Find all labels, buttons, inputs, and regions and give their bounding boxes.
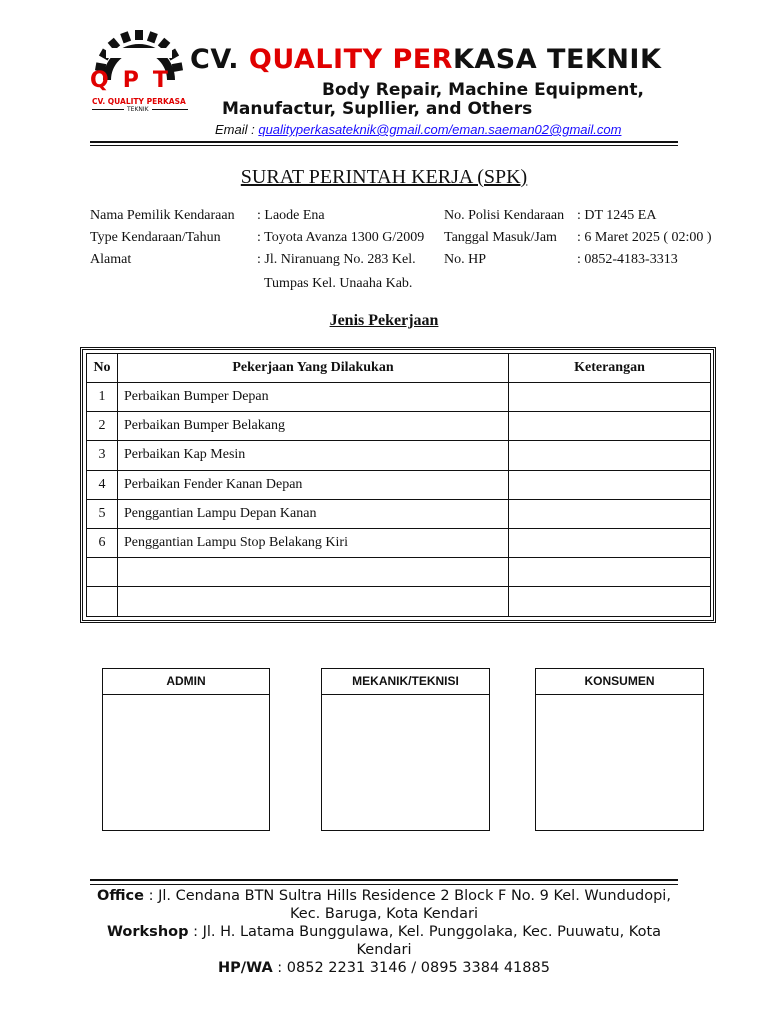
row-note[interactable] (509, 587, 711, 616)
owner-label: Nama Pemilik Kendaraan (90, 208, 235, 223)
row-number: 1 (87, 383, 118, 412)
row-job[interactable] (118, 587, 509, 616)
address-value-line2: Tumpas Kel. Unaaha Kab. (264, 276, 413, 291)
row-job: Perbaikan Fender Kanan Depan (118, 470, 509, 499)
row-note[interactable] (509, 383, 711, 412)
company-email: Email : qualityperkasateknik@gmail.com/eman.saeman02@gmail.com (215, 122, 622, 137)
row-job[interactable] (118, 558, 509, 587)
table-row (87, 528, 711, 557)
vehicle-type-value: : Toyota Avanza 1300 G/2009 (257, 230, 425, 245)
row-job: Perbaikan Kap Mesin (118, 441, 509, 470)
table-row (87, 441, 711, 470)
logo-caption: CV. QUALITY PERKASA (92, 97, 186, 106)
phone-label: No. HP (444, 252, 487, 267)
owner-value: : Laode Ena (257, 208, 325, 223)
company-name: CV. QUALITY PERKASA TEKNIK (190, 44, 662, 75)
table-row (87, 587, 711, 616)
header-rule-thick (90, 141, 678, 143)
entry-date-label: Tanggal Masuk/Jam (444, 230, 557, 245)
signature-label-admin: ADMIN (103, 669, 269, 695)
address-label: Alamat (90, 252, 132, 267)
document-title: SURAT PERINTAH KERJA (SPK) (240, 166, 528, 188)
row-number (87, 587, 118, 616)
company-logo (84, 28, 194, 120)
row-number: 2 (87, 412, 118, 441)
signature-box-customer[interactable] (535, 668, 704, 831)
plate-label: No. Polisi Kendaraan (444, 208, 565, 223)
row-number: 3 (87, 441, 118, 470)
table-row (87, 499, 711, 528)
office-address: Office : Jl. Cendana BTN Sultra Hills Residence 2 Block F No. 9 Kel. Wundudopi, Kec. Baruga, Kota Kendari (97, 888, 671, 922)
table-row (87, 383, 711, 412)
row-job: Perbaikan Bumper Belakang (118, 412, 509, 441)
work-section-heading: Jenis Pekerjaan (329, 312, 439, 329)
plate-value: : DT 1245 EA (577, 208, 657, 223)
logo-letters: QPT (90, 68, 182, 93)
footer-rule-thick (90, 879, 678, 881)
column-header-job: Pekerjaan Yang Dilakukan (118, 354, 509, 383)
column-header-note: Keterangan (509, 354, 711, 383)
table-header-row (87, 354, 711, 383)
signature-box-admin[interactable] (102, 668, 270, 831)
row-note[interactable] (509, 412, 711, 441)
table-row (87, 558, 711, 587)
row-note[interactable] (509, 499, 711, 528)
row-note[interactable] (509, 441, 711, 470)
phone-value: : 0852-4183-3313 (577, 252, 678, 267)
signature-box-mechanic[interactable] (321, 668, 490, 831)
row-number (87, 558, 118, 587)
company-tagline-line1: Body Repair, Machine Equipment, (322, 80, 644, 100)
signature-label-customer: KONSUMEN (536, 669, 703, 695)
row-number: 5 (87, 499, 118, 528)
work-table (86, 353, 711, 617)
logo-subcaption: TEKNIK (124, 106, 152, 113)
email-link[interactable]: qualityperkasateknik@gmail.com/eman.saeman02@gmail.com (258, 122, 622, 137)
contact-phone: HP/WA : 0852 2231 3146 / 0895 3384 41885 (218, 960, 550, 976)
row-note[interactable] (509, 528, 711, 557)
table-row (87, 412, 711, 441)
column-header-no: No (87, 354, 118, 383)
row-job: Penggantian Lampu Stop Belakang Kiri (118, 528, 509, 557)
row-note[interactable] (509, 470, 711, 499)
workshop-address: Workshop : Jl. H. Latama Bunggulawa, Kel. Punggolaka, Kec. Puuwatu, Kota Kendari (106, 924, 662, 958)
company-tagline-line2: Manufactur, Supllier, and Others (222, 99, 533, 119)
header-rule-thin (90, 145, 678, 146)
footer-contact (90, 887, 678, 977)
row-number: 4 (87, 470, 118, 499)
entry-date-value: : 6 Maret 2025 ( 02:00 ) (577, 230, 712, 245)
signature-label-mechanic: MEKANIK/TEKNISI (322, 669, 489, 695)
table-row (87, 470, 711, 499)
row-note[interactable] (509, 558, 711, 587)
address-value-line1: : Jl. Niranuang No. 283 Kel. (257, 252, 416, 267)
footer-rule-thin (90, 884, 678, 885)
vehicle-type-label: Type Kendaraan/Tahun (90, 230, 221, 245)
row-job: Perbaikan Bumper Depan (118, 383, 509, 412)
row-number: 6 (87, 528, 118, 557)
row-job: Penggantian Lampu Depan Kanan (118, 499, 509, 528)
